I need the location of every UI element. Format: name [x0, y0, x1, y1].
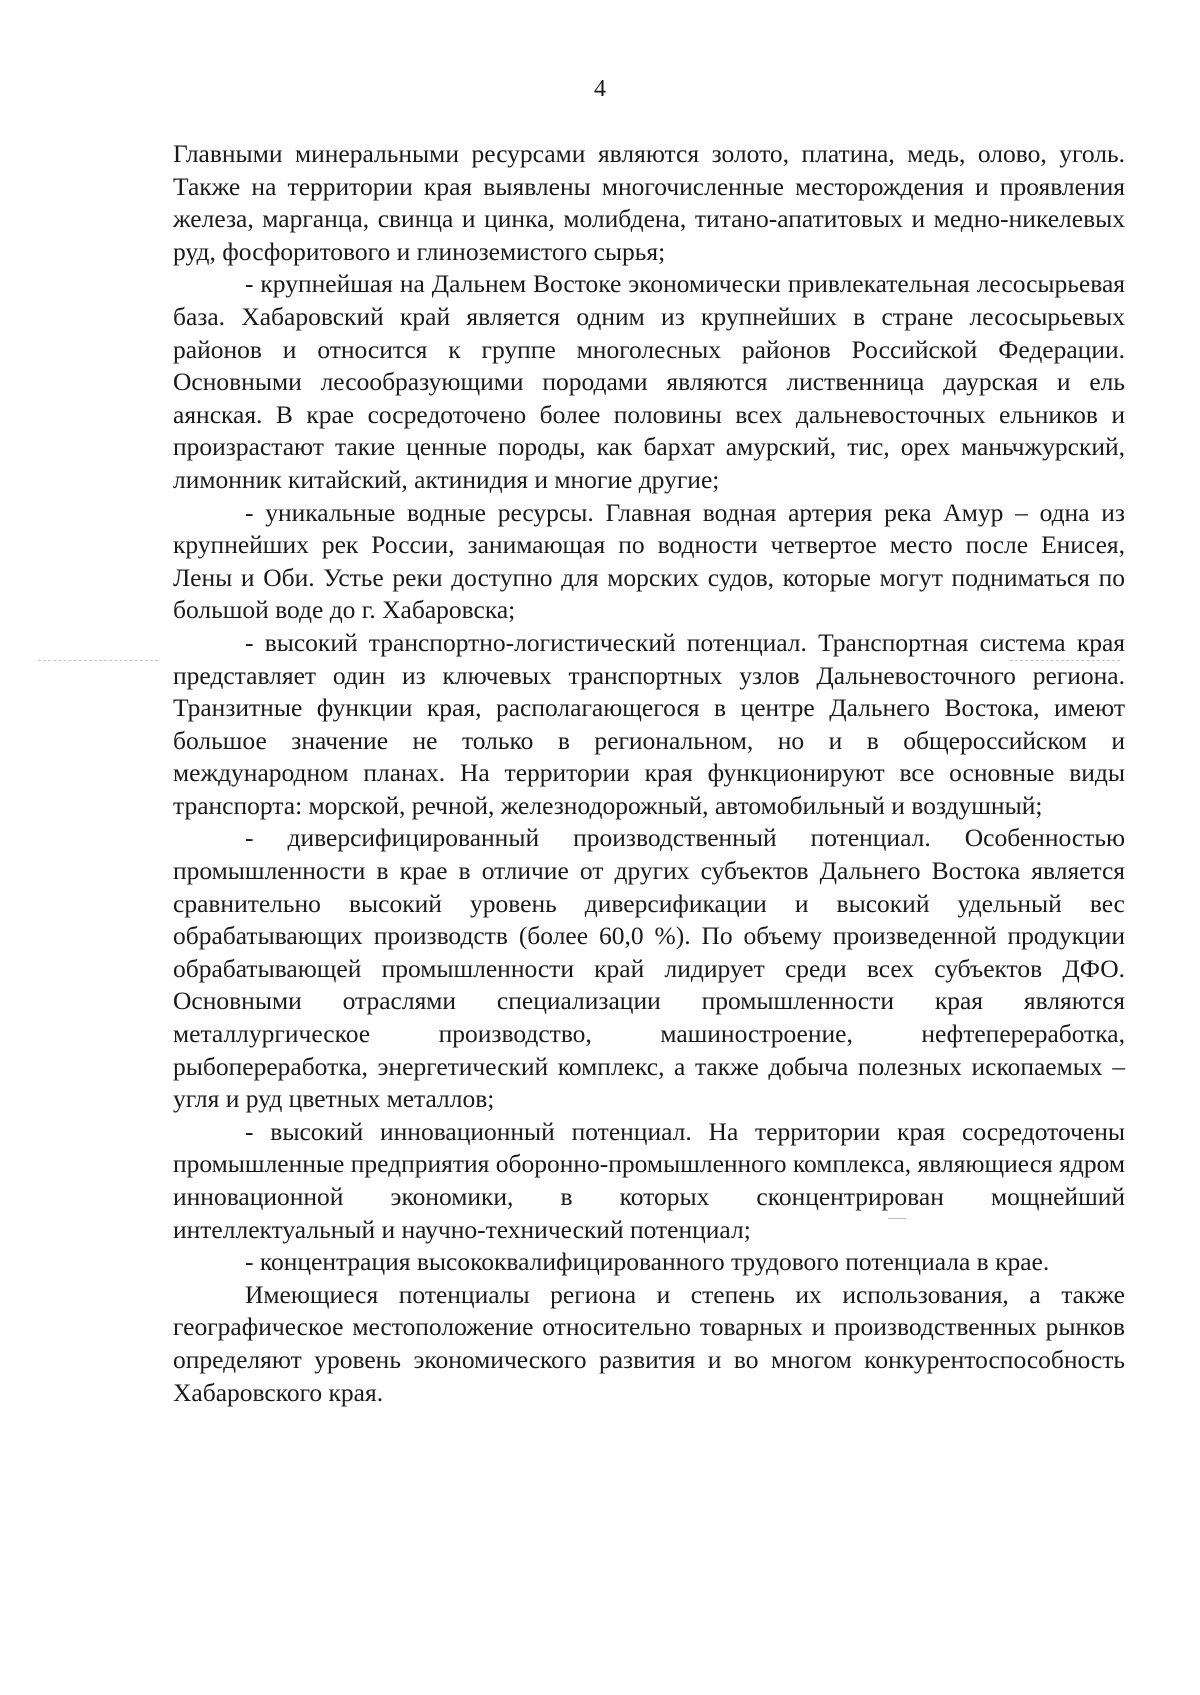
- paragraph-industry: - диверсифицированный производственный потенциал. Особенностью промышленности в крае в отличие от других субъектов Дальнего Востока является сравнительно высокий уровень диверсификации и высокий удельный вес обрабатывающих производств (более 60,0 %). По объему произведенной продукции обрабатывающей промышленности край лидирует среди всех субъектов ДФО. Основными отраслями специализации промышленности края являются металлургическое производство, машиностроение, нефтепереработка, рыбопереработка, энергетический комплекс, а также добыча полезных ископаемых – угля и руд цветных металлов;: [173, 823, 1125, 1114]
- paragraph-innovation: - высокий инновационный потенциал. На территории края сосредоточены промышленные предприятия оборонно-промышленного комплекса, являющиеся ядром инновационной экономики, в которых сконцентрирован мощнейший интеллектуальный и научно-технический потенциал;: [173, 1116, 1125, 1244]
- document-body: [173, 138, 1125, 1409]
- paragraph-conclusion: Имеющиеся потенциалы региона и степень их использования, а также географическое местоположение относительно товарных и производственных рынков определяют уровень экономического развития и во многом конкурентоспособность Хабаровского края.: [173, 1279, 1125, 1407]
- paragraph-transport: - высокий транспортно-логистический потенциал. Транспортная система края представляет один из ключевых транспортных узлов Дальневосточного региона. Транзитные функции края, располагающегося в центре Дальнего Востока, имеют большое значение не только в региональном, но и в общероссийском и международном планах. На территории края функционируют все основные виды транспорта: морской, речной, железнодорожный, автомобильный и воздушный;: [173, 627, 1125, 820]
- paragraph-minerals: Главными минеральными ресурсами являются золото, платина, медь, олово, уголь. Также на территории края выявлены многочисленные месторождения и проявления железа, марганца, свинца и цинка, молибдена, титано-апатитовых и медно-никелевых руд, фосфоритового и глиноземистого сырья;: [173, 139, 1125, 266]
- paragraph-water: - уникальные водные ресурсы. Главная водная артерия река Амур – одна из крупнейших рек России, занимающая по водности четвертое место после Енисея, Лены и Оби. Устье реки доступно для морских судов, которые могут подниматься по большой воде до г. Хабаровска;: [173, 497, 1125, 625]
- paragraph-forest: - крупнейшая на Дальнем Востоке экономически привлекательная лесосырьевая база. Хабаровский край является одним из крупнейших в стране лесосырьевых районов и относится к группе многолесных районов Российской Федерации. Основными лесообразующими породами являются лиственница даурская и ель аянская. В крае сосредоточено более половины всех дальневосточных ельников и произрастают такие ценные породы, как бархат амурский, тис, орех маньчжурский, лимонник китайский, актинидия и многие другие;: [173, 269, 1125, 494]
- page-number: 4: [594, 76, 606, 102]
- paragraph-labour: - концентрация высококвалифицированного трудового потенциала в крае.: [245, 1247, 1050, 1277]
- scan-artifact-line: [38, 660, 158, 661]
